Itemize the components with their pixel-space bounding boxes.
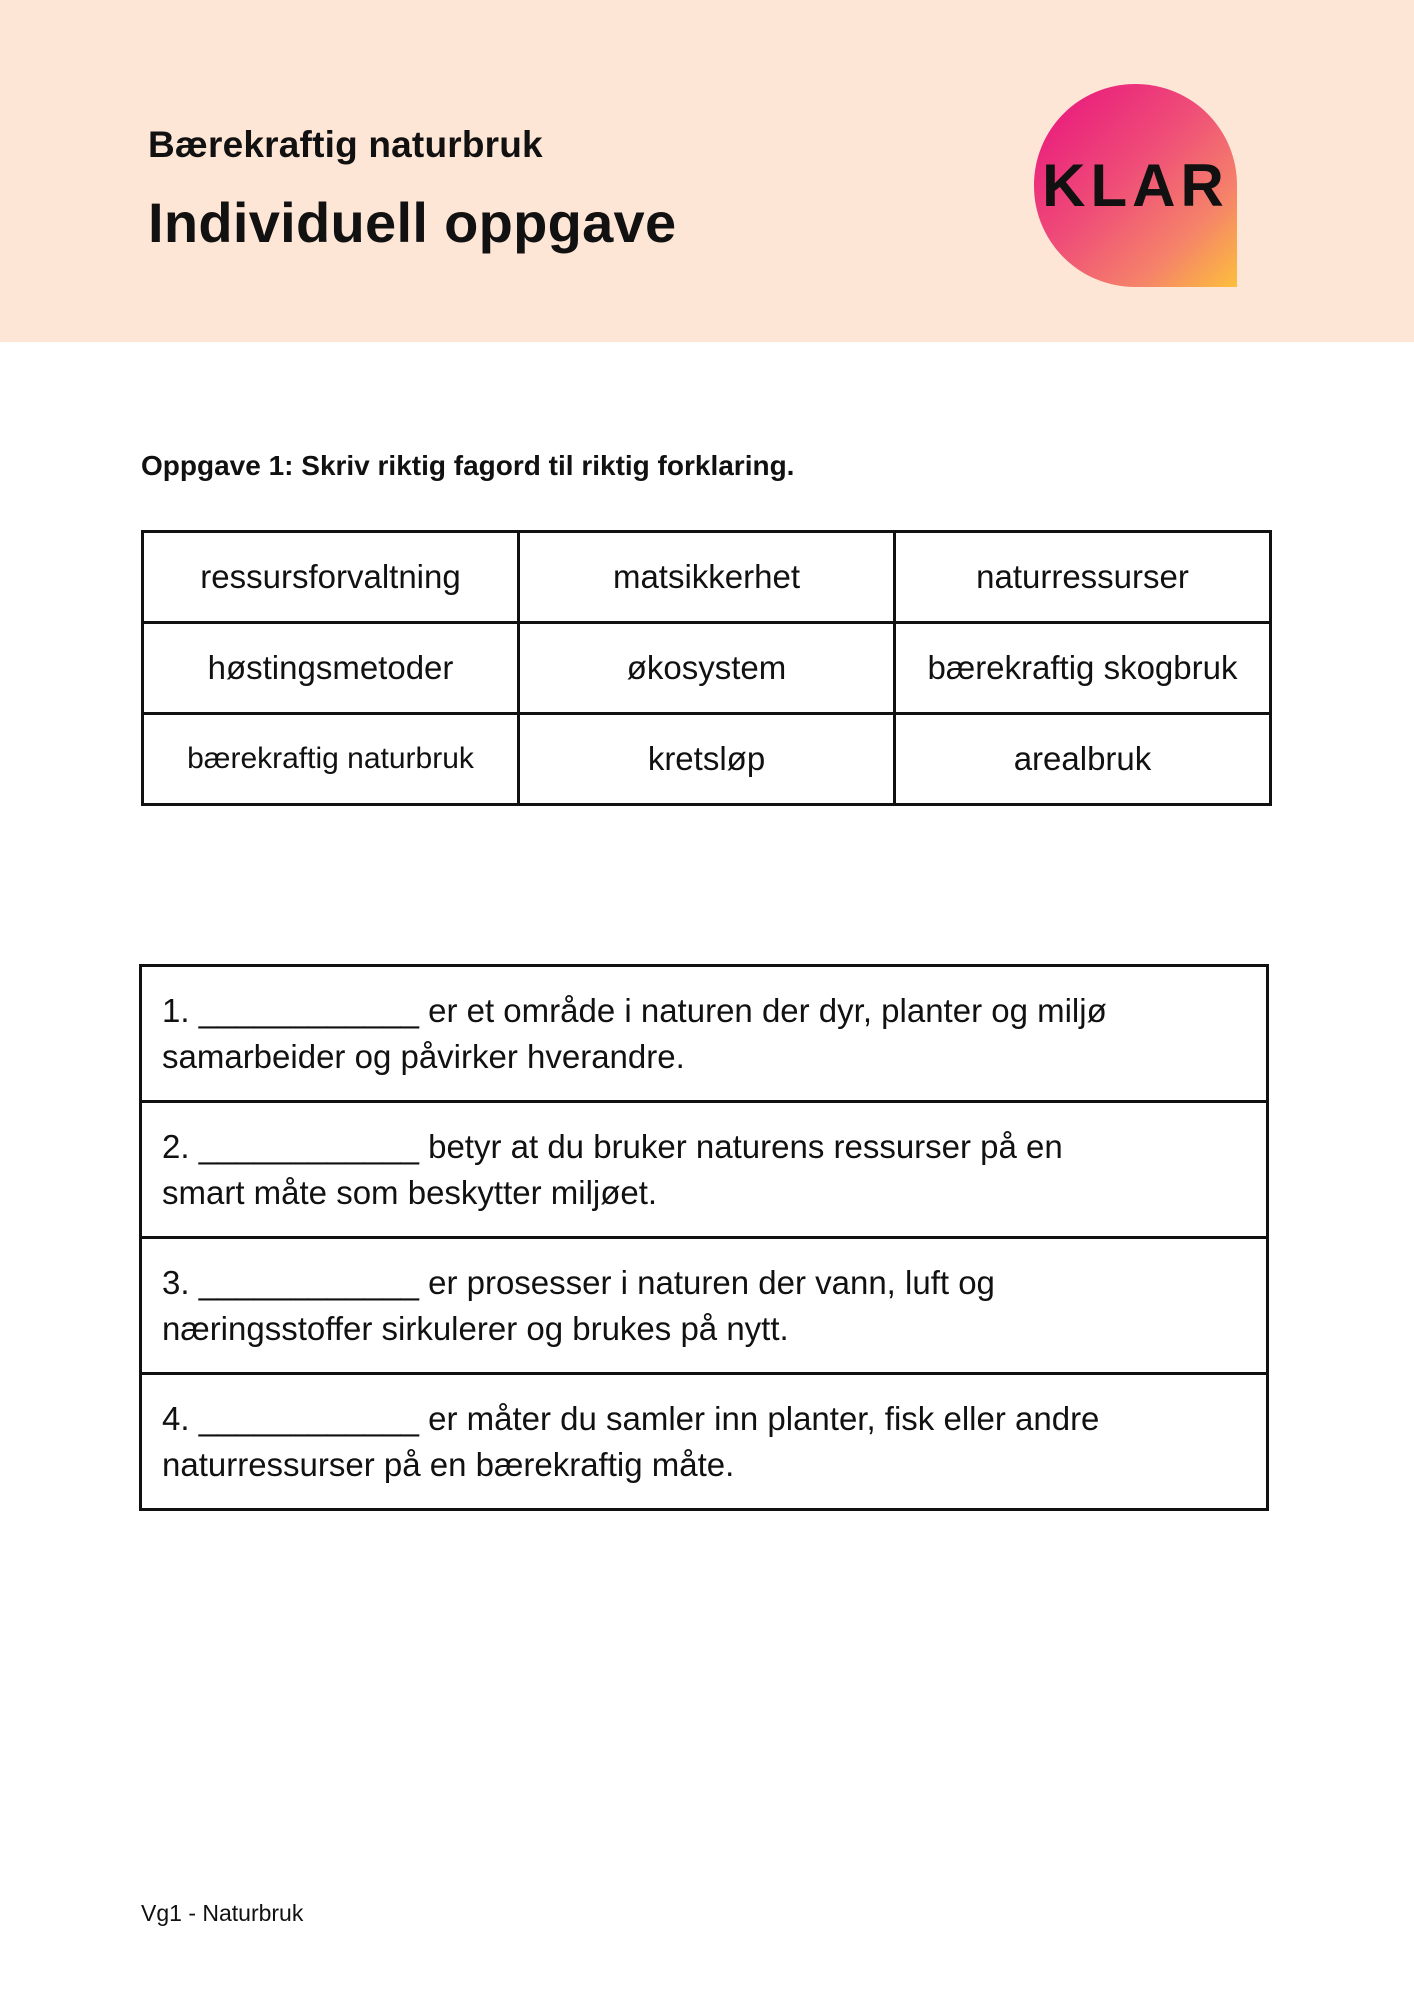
sentence-line: samarbeider og påvirker hverandre. (162, 1037, 685, 1075)
sentence-row (141, 1374, 1268, 1510)
page-footer: Vg1 - Naturbruk (141, 1900, 304, 1926)
word-bank-cell: økosystem (519, 623, 895, 714)
sentence-row (141, 1238, 1268, 1374)
sentence-line: smart måte som beskytter miljøet. (162, 1173, 658, 1211)
word-bank-row (143, 623, 1271, 714)
sentence-table (139, 964, 1269, 1511)
sentence-line: 3. ____________ er prosesser i naturen der vann, luft og (162, 1263, 995, 1301)
sentence-line: 1. ____________ er et område i naturen der dyr, planter og miljø (162, 991, 1107, 1029)
page-title: Individuell oppgave (148, 191, 677, 254)
subject-title: Bærekraftig naturbruk (148, 124, 543, 165)
word-bank-row (143, 714, 1271, 805)
word-bank-cell: bærekraftig skogbruk (895, 623, 1271, 714)
sentence-row (141, 966, 1268, 1102)
sentence-line: naturressurser på en bærekraftig måte. (162, 1445, 735, 1483)
sentence-cell (141, 1102, 1268, 1238)
word-bank-cell: ressursforvaltning (143, 532, 519, 623)
word-bank-cell: bærekraftig naturbruk (143, 714, 519, 805)
word-bank-cell: naturressurser (895, 532, 1271, 623)
sentence-cell (141, 1374, 1268, 1510)
word-bank-cell: matsikkerhet (519, 532, 895, 623)
task-heading: Oppgave 1: Skriv riktig fagord til riktig forklaring. (141, 450, 795, 481)
word-bank-cell: arealbruk (895, 714, 1271, 805)
sentence-line: 2. ____________ betyr at du bruker naturens ressurser på en (162, 1127, 1063, 1165)
word-bank-table (141, 530, 1272, 806)
page-header (0, 0, 1414, 342)
word-bank-row (143, 532, 1271, 623)
sentence-cell (141, 966, 1268, 1102)
logo-text: KLAR (1042, 152, 1229, 219)
sentence-cell (141, 1238, 1268, 1374)
word-bank-cell: kretsløp (519, 714, 895, 805)
sentence-line: næringsstoffer sirkulerer og brukes på nytt. (162, 1309, 789, 1347)
word-bank-cell: høstingsmetoder (143, 623, 519, 714)
sentence-line: 4. ____________ er måter du samler inn planter, fisk eller andre (162, 1399, 1100, 1437)
sentence-row (141, 1102, 1268, 1238)
klar-logo (1034, 84, 1237, 287)
